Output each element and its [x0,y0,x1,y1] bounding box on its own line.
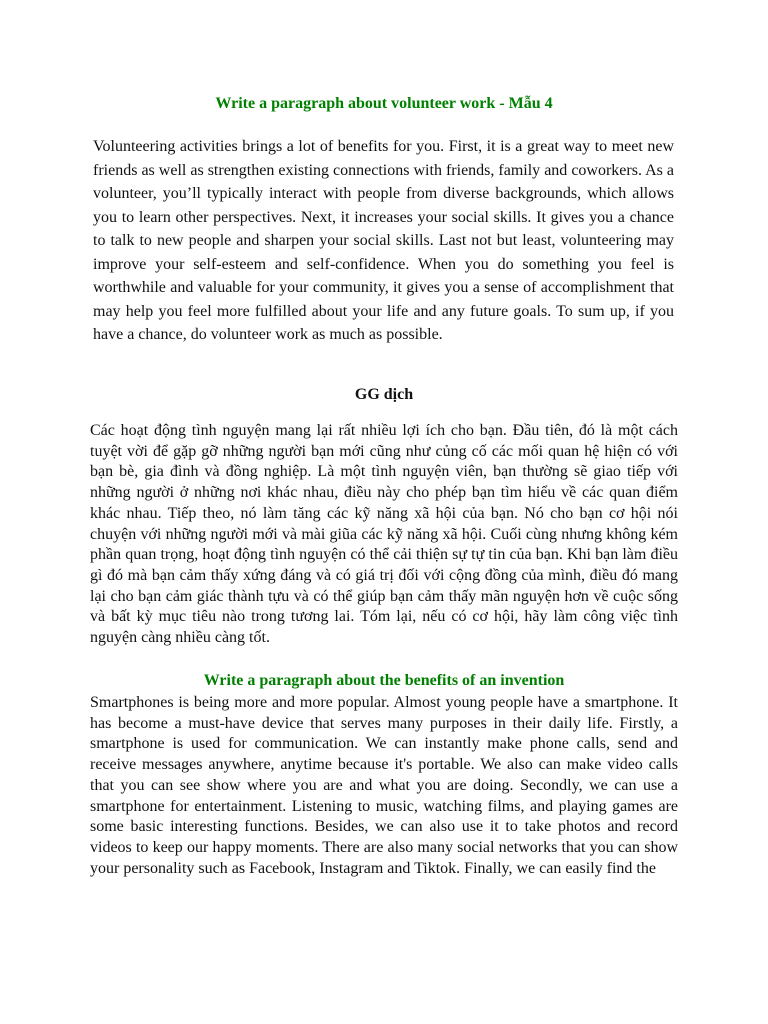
heading-volunteer-work: Write a paragraph about volunteer work - Mẫu 4 [215,95,553,112]
heading-invention-benefits: Write a paragraph about the benefits of an invention [203,672,565,689]
paragraph-smartphones: Smartphones is being more and more popular. Almost young people have a smartphone. It has become a must-have device that serves many purposes in their daily life. Firstly, a smartphone is used for communication. We can instantly make phone calls, send and receive messages anywhere, anytime because it's portable. We also can make video calls that you can see show where you are and what you are doing. Secondly, we can use a smartphone for entertainment. Listening to music, watching films, and playing games are some basic interesting functions. Besides, we can also use it to take photos and record videos to keep our happy moments. There are also many social networks that you can show your personality such as Facebook, Instagram and Tiktok. Finally, we can easily find the [90,694,678,877]
paragraph-volunteer-english: Volunteering activities brings a lot of benefits for you. First, it is a great way to meet new friends as well as strengthen existing connections with friends, family and coworkers. As a volunteer, you’ll typically interact with people from diverse backgrounds, which allows you to learn other perspectives. Next, it increases your social skills. It gives you a chance to talk to new people and sharpen your social skills. Last not but least, volunteering may improve your self-esteem and self-confidence. When you do something you feel is worthwhile and valuable for your community, it gives you a sense of accomplishment that may help you feel more fulfilled about your life and any future goals. To sum up, if you have a chance, do volunteer work as much as possible. [93,138,674,343]
heading-gg-dich: GG dịch [354,386,414,403]
paragraph-volunteer-vietnamese: Các hoạt động tình nguyện mang lại rất nhiều lợi ích cho bạn. Đầu tiên, đó là một cách tuyệt vời để gặp gỡ những người bạn mới cũng như củng cố các mối quan hệ hiện có với bạn bè, gia đình và đồng nghiệp. Là một tình nguyện viên, bạn thường sẽ giao tiếp với những người ở những nơi khác nhau, điều này cho phép bạn tìm hiểu về các quan điểm khác nhau. Tiếp theo, nó làm tăng các kỹ năng xã hội của bạn. Nó cho bạn cơ hội nói chuyện với những người mới và mài giũa các kỹ năng xã hội. Cuối cùng nhưng không kém phần quan trọng, hoạt động tình nguyện có thể cải thiện sự tự tin của bạn. Khi bạn làm điều gì đó mà bạn cảm thấy xứng đáng và có giá trị đối với cộng đồng của mình, điều đó mang lại cho bạn cảm giác thành tựu và có thể giúp bạn cảm thấy mãn nguyện hơn về cuộc sống và bất kỳ mục tiêu nào trong tương lai. Tóm lại, nếu có cơ hội, hãy làm công việc tình nguyện càng nhiều càng tốt. [90,422,678,647]
